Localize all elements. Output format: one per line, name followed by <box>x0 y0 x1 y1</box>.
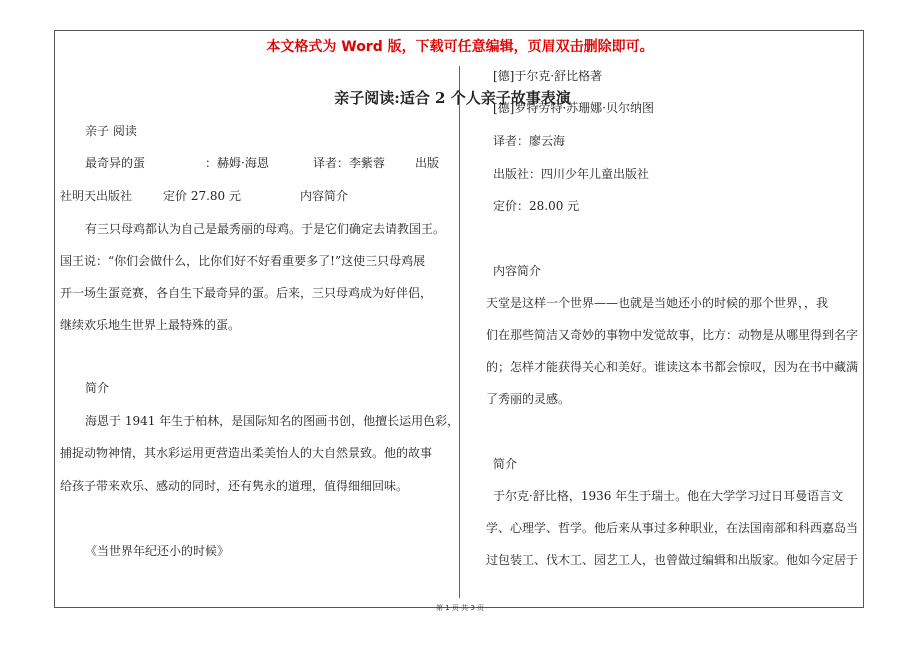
book1-summary-label: 内容简介 <box>300 189 349 203</box>
book2-price: 定价：28.00 元 <box>493 199 580 213</box>
summary-heading: 内容简介 <box>493 264 542 278</box>
paragraph-line: 海恩于 1941 年生于柏林，是国际知名的图画书创，他擅长运用色彩， <box>85 414 460 428</box>
book1-publisher: 社明天出版社 <box>60 189 133 203</box>
tag-line: 亲子 阅读 <box>85 124 137 138</box>
paragraph-line: 国王说：“你们会做什么，比你们好不好看重要多了!”这使三只母鸡展 <box>60 254 426 268</box>
book1-translator: 译者：李紫蓉 <box>313 156 386 170</box>
paragraph-line: 继续欢乐地生世界上最特殊的蛋。 <box>60 318 241 332</box>
book2-author: [德]于尔克·舒比格著 <box>493 69 603 83</box>
paragraph-line: 给孩子带来欢乐、感动的同时，还有隽永的道理，值得细细回味。 <box>60 479 409 493</box>
intro-heading: 简介 <box>85 381 110 395</box>
intro-heading: 简介 <box>493 457 518 471</box>
paragraph-line: 了秀丽的灵感。 <box>486 392 571 406</box>
page-number: 第 1 页 共 3 页 <box>435 604 485 612</box>
paragraph-line: 捕捉动物神情，其水彩运用更营造出柔美怡人的大自然景致。他的故事 <box>60 446 433 460</box>
column-divider <box>459 66 460 598</box>
book1-author: ：赫姆·海恩 <box>205 156 269 170</box>
paragraph-line: 有三只母鸡都认为自己是最秀丽的母鸡。于是它们确定去请教国王。 <box>85 222 446 236</box>
paragraph-line: 的；怎样才能获得关心和美好。谁读这本书都会惊叹，因为在书中藏满 <box>486 360 859 374</box>
article-title: 亲子阅读:适合 2 个人亲子故事表演 <box>334 89 571 107</box>
book2-publisher: 出版社：四川少年儿童出版社 <box>493 167 650 181</box>
book2-illustrator: [德]罗特劳特·苏珊娜·贝尔纳图 <box>493 101 654 115</box>
paragraph-line: 开一场生蛋竞赛，各自生下最奇异的蛋。后来，三只母鸡成为好伴侣， <box>60 286 433 300</box>
paragraph-line: 天堂是这样一个世界——也就是当她还小的时候的那个世界，，我 <box>486 296 829 310</box>
paragraph-line: 们在那些简洁又奇妙的事物中发觉故事，比方：动物是从哪里得到名字 <box>486 328 859 342</box>
book2-title: 《当世界年纪还小的时候》 <box>85 544 230 558</box>
header-notice: 本文格式为 Word 版，下载可任意编辑，页眉双击删除即可。 <box>266 39 654 55</box>
book1-publisher-label: 出版 <box>415 156 440 170</box>
paragraph-line: 过包装工、伐木工、园艺工人，也曾做过编辑和出版家。他如今定居于 <box>486 553 859 567</box>
book2-translator: 译者：廖云海 <box>493 134 566 148</box>
book1-price: 定价 27.80 元 <box>163 189 241 203</box>
paragraph-line: 学、心理学、哲学。他后来从事过多种职业，在法国南部和科西嘉岛当 <box>486 521 859 535</box>
paragraph-line: 于尔克·舒比格，1936 年生于瑞士。他在大学学习过日耳曼语言文 <box>493 489 844 503</box>
book1-title: 最奇异的蛋 <box>85 156 146 170</box>
